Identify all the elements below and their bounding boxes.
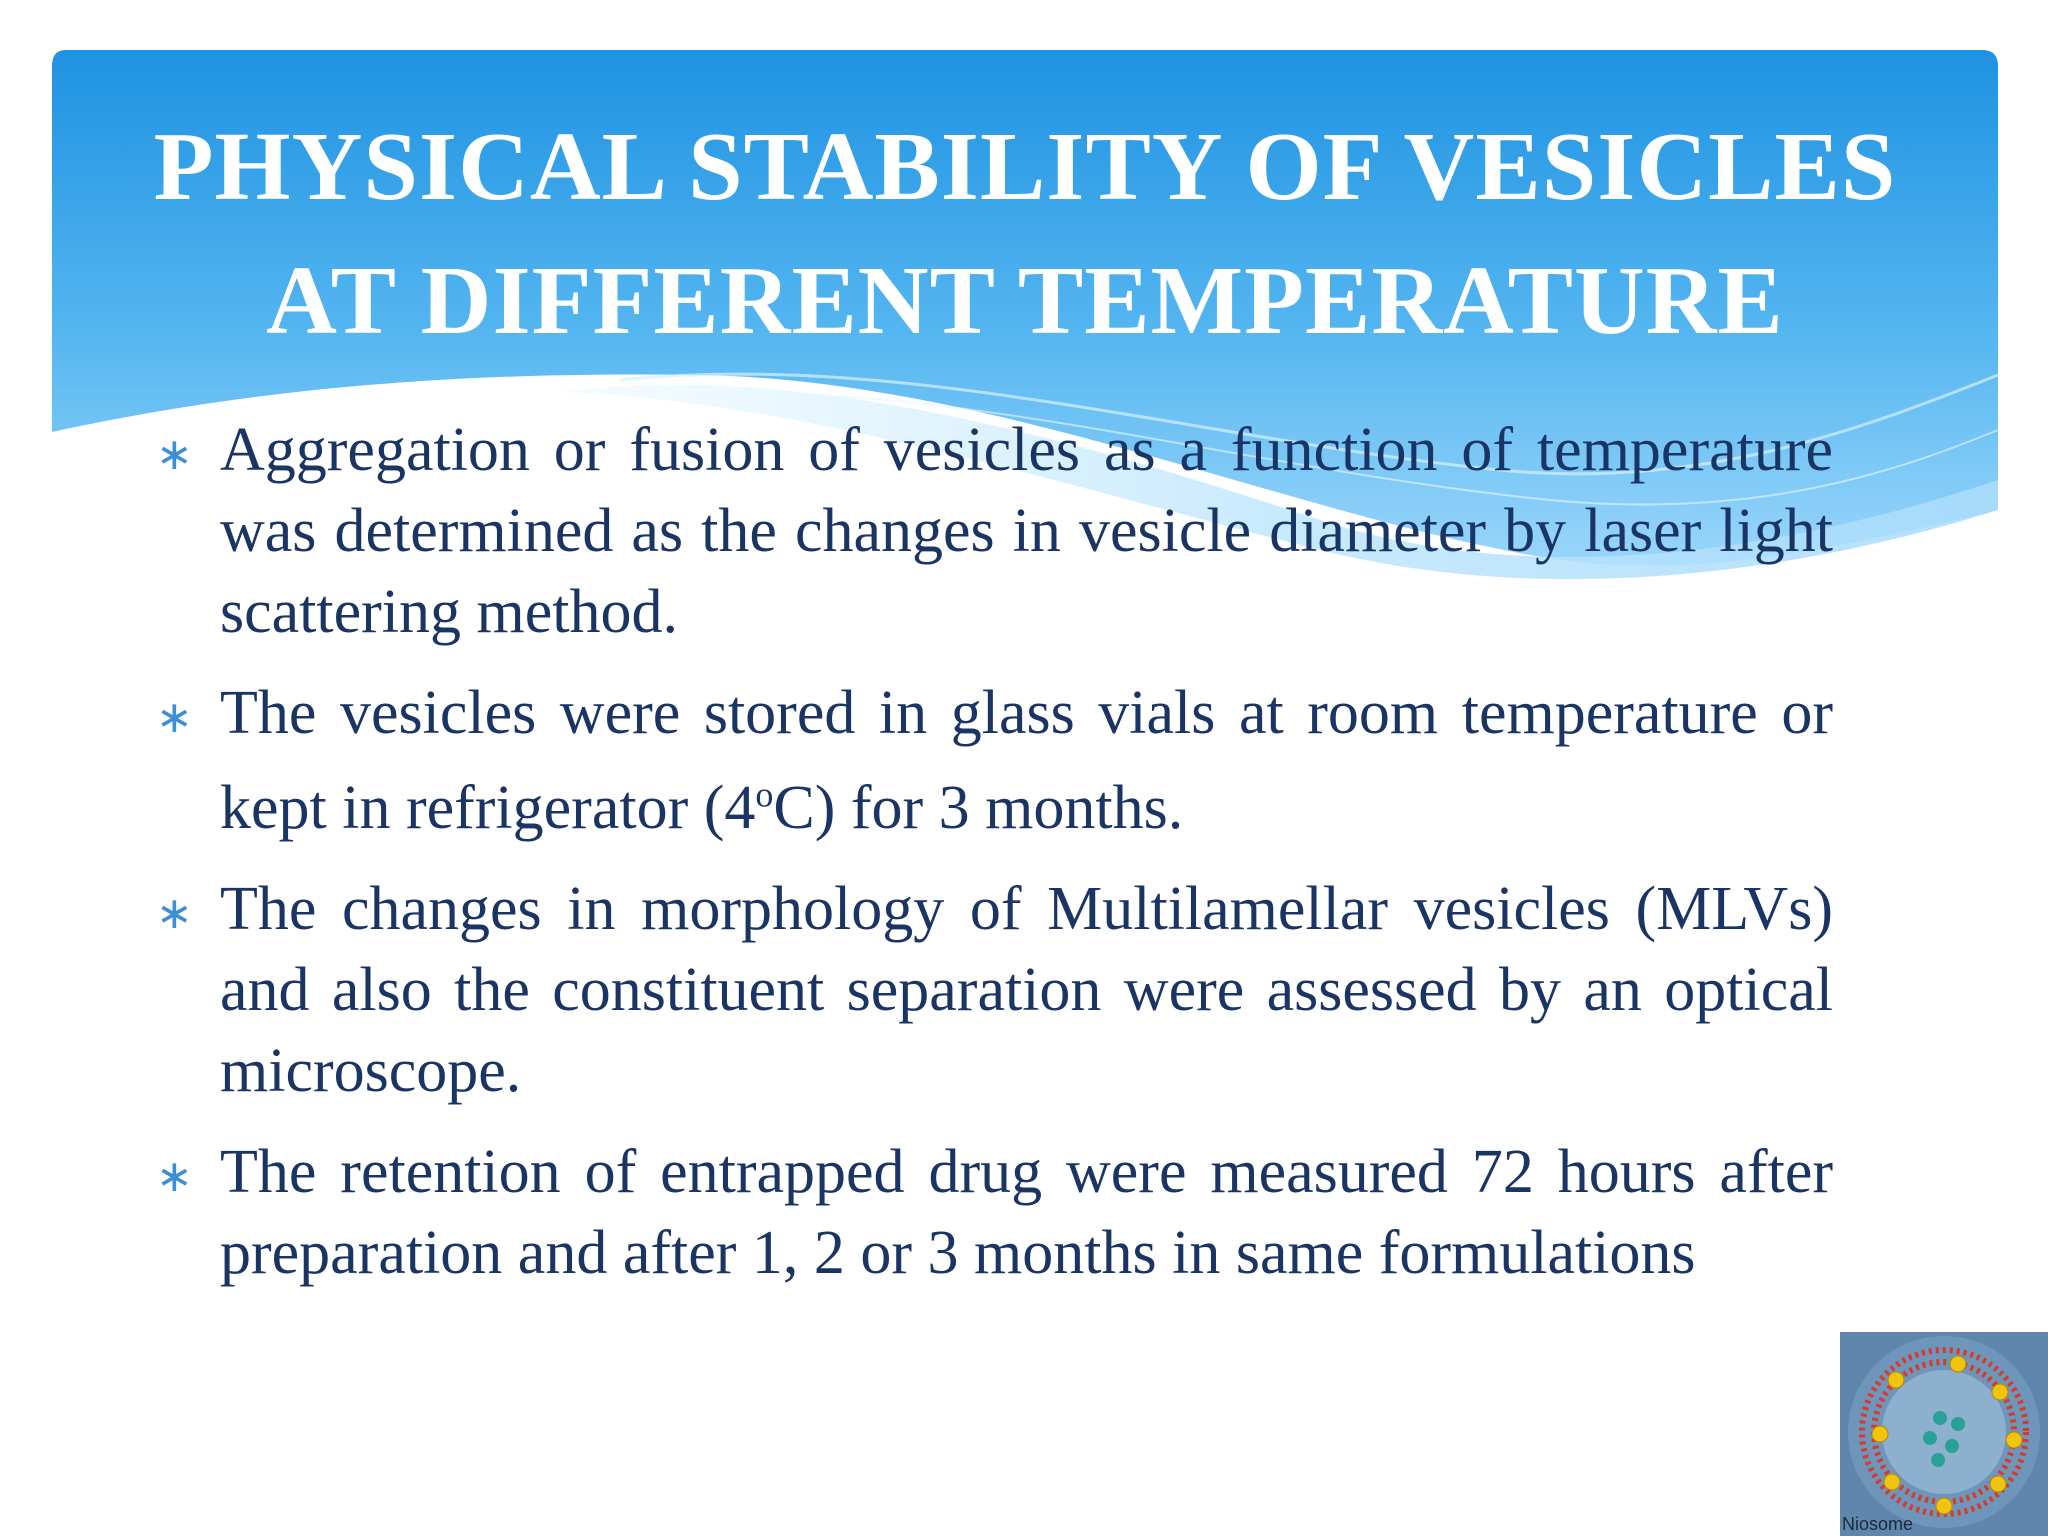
bullet-marker-icon: ∗	[156, 887, 193, 939]
bullet-text: Aggregation or fusion of vesicles as a function of temperature was determined as the changes in vesicle diameter by laser light scattering method.	[220, 416, 1833, 646]
bullet-text	[220, 679, 1833, 842]
bullet-item	[150, 1132, 1833, 1294]
slide-title	[52, 100, 1998, 368]
bullet-text: The changes in morphology of Multilamellar vesicles (MLVs) and also the constituent separation were assessed by an optical microscope.	[220, 874, 1833, 1105]
title-line-2: AT DIFFERENT TEMPERATURE	[266, 247, 1784, 355]
niosome-label: Niosome	[1842, 1514, 1914, 1534]
bullet-marker-icon: ∗	[156, 429, 193, 480]
superscript-o: o	[755, 774, 774, 814]
bullet-text: The retention of entrapped drug were measured 72 hours after preparation and after 1, 2 or 3 months in same formulations	[220, 1137, 1833, 1287]
bullet-text-part: C) for 3 months.	[773, 773, 1184, 842]
bullet-text-part: The vesicles were stored in glass vials at room temperature or kept in refrigerator (4	[220, 679, 1833, 842]
bullet-item	[150, 410, 1833, 653]
bullet-item	[150, 673, 1833, 849]
bullet-item	[150, 869, 1833, 1112]
bullet-marker-icon: ∗	[156, 692, 193, 743]
bullet-list	[150, 410, 1833, 1314]
bullet-marker-icon: ∗	[156, 1150, 193, 1202]
niosome-diagram	[1840, 1332, 2048, 1536]
title-line-1: PHYSICAL STABILITY OF VESICLES	[153, 113, 1897, 221]
niosome-image	[1840, 1332, 2048, 1536]
